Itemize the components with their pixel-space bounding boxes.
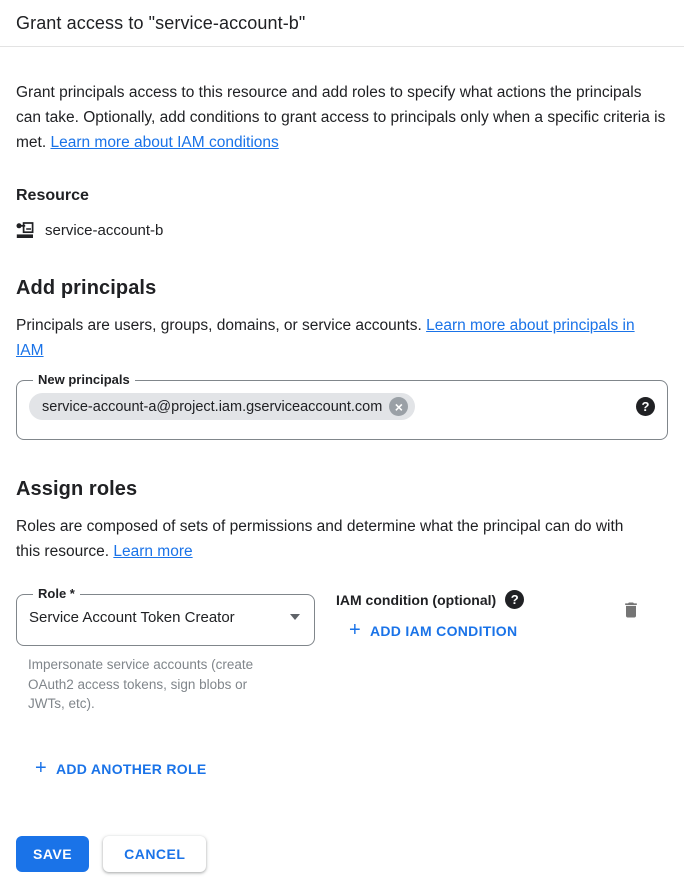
- dialog-header: [0, 0, 684, 47]
- role-column: [16, 587, 315, 714]
- service-account-icon: [16, 222, 35, 239]
- principals-description: [16, 313, 664, 363]
- roles-description: [16, 514, 638, 564]
- iam-condition-label: IAM condition (optional): [336, 591, 497, 608]
- remove-principal-icon[interactable]: ×: [389, 397, 408, 416]
- trash-icon: [621, 600, 641, 620]
- dropdown-arrow-icon: [290, 614, 300, 620]
- roles-learn-more-link[interactable]: Learn more: [113, 543, 193, 560]
- principal-chip-value: service-account-a@project.iam.gserviceaccount.com: [42, 398, 383, 415]
- resource-name: service-account-b: [45, 222, 164, 239]
- add-iam-condition-button[interactable]: [349, 621, 517, 641]
- new-principals-input[interactable]: [29, 393, 655, 420]
- principals-description-body: Principals are users, groups, domains, or service accounts.: [16, 317, 427, 334]
- dialog-body: [0, 80, 684, 872]
- principals-help-icon[interactable]: ?: [636, 397, 655, 416]
- add-principals-heading: Add principals: [16, 277, 157, 299]
- roles-description-body: Roles are composed of sets of permissions and determine what the principal can do with this resource.: [16, 518, 624, 560]
- role-field: [16, 587, 315, 646]
- new-principals-field[interactable]: [16, 373, 668, 440]
- iam-conditions-link[interactable]: Learn more about IAM conditions: [50, 134, 279, 151]
- iam-condition-label-row: [336, 590, 524, 609]
- plus-icon: +: [35, 756, 47, 779]
- role-description: Impersonate service accounts (create OAuth2 access tokens, sign blobs or JWTs, etc).: [28, 657, 254, 711]
- role-field-label: Role *: [38, 586, 75, 601]
- dialog-title: Grant access to "service-account-b": [16, 12, 306, 33]
- role-select[interactable]: [29, 607, 302, 633]
- principals-learn-more-link[interactable]: Learn more about principals in IAM: [16, 317, 635, 359]
- resource-row: [16, 222, 668, 239]
- save-button[interactable]: SAVE: [16, 836, 89, 872]
- resource-heading: Resource: [16, 187, 89, 204]
- assign-roles-heading: Assign roles: [16, 478, 138, 500]
- intro-text: [16, 80, 668, 155]
- iam-condition-help-icon[interactable]: ?: [505, 590, 524, 609]
- dialog-actions: [16, 836, 668, 872]
- add-another-role-label: ADD ANOTHER ROLE: [55, 760, 207, 777]
- role-selected-value: Service Account Token Creator: [29, 608, 235, 626]
- principal-chip: [29, 393, 415, 420]
- plus-icon: +: [349, 619, 361, 641]
- new-principals-label: New principals: [38, 372, 130, 387]
- add-iam-condition-label: ADD IAM CONDITION: [369, 623, 518, 639]
- delete-role-button[interactable]: [621, 600, 641, 623]
- iam-condition-column: [336, 590, 524, 642]
- cancel-button[interactable]: CANCEL: [103, 836, 206, 872]
- role-row: [16, 587, 668, 714]
- intro-text-body: Grant principals access to this resource and add roles to specify what actions the principals can take. Optionally, add conditions to grant access to principals only when a specific criteria is met.: [16, 84, 666, 151]
- add-another-role-button[interactable]: [35, 756, 207, 779]
